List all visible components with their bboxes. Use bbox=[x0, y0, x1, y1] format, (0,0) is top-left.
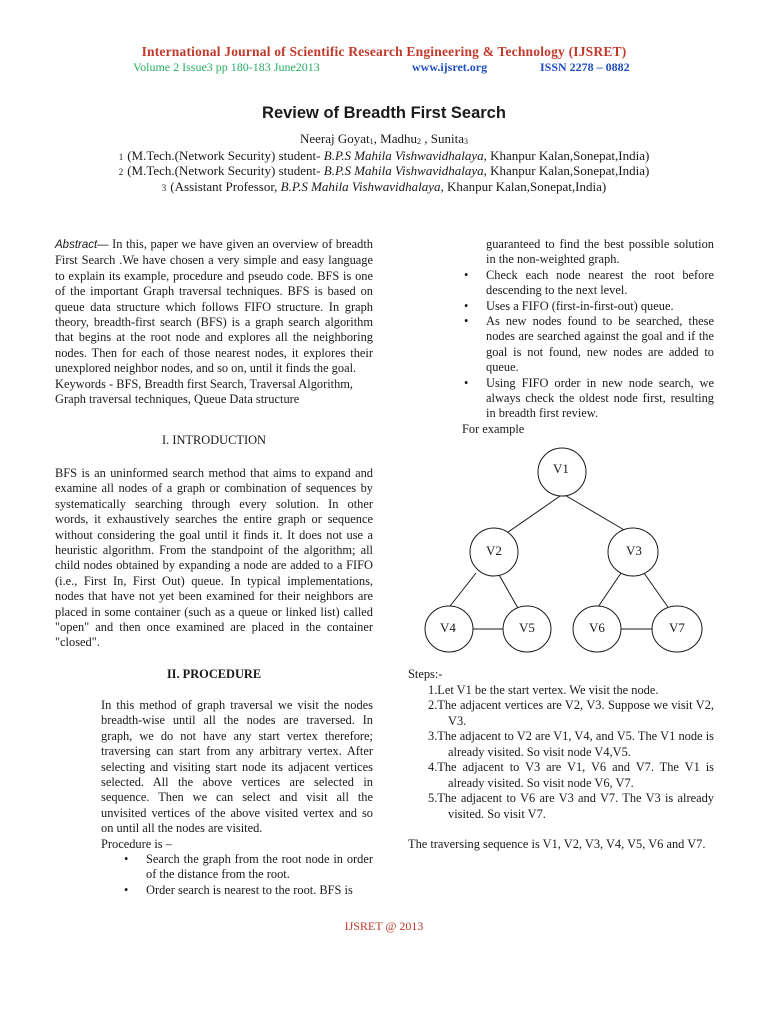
affiliation-location: , Khanpur Kalan,Sonepat,India) bbox=[483, 163, 650, 178]
list-item: • Uses a FIFO (first-in-first-out) queue. bbox=[486, 299, 714, 314]
volume-info: Volume 2 Issue3 pp 180-183 June2013 bbox=[133, 60, 320, 74]
bfs-graph-diagram bbox=[400, 440, 730, 660]
edge-v1-v3 bbox=[563, 494, 626, 531]
author-2-index: 2 bbox=[417, 137, 422, 146]
step-item: 4.The adjacent to V3 are V1, V6 and V7. The V1 is already visited. So visit node V6, V7. bbox=[428, 760, 714, 790]
affiliation-num: 3 bbox=[161, 183, 167, 193]
step-item: 5.The adjacent to V6 are V3 and V7. The V3 is already visited. So visit V7. bbox=[428, 791, 714, 821]
edge-v1-v2 bbox=[501, 494, 563, 537]
journal-url[interactable]: www.ijsret.org bbox=[412, 60, 488, 74]
intro-text: BFS is an uninformed search method that aims to expand and examine all nodes of a graph or combination of sequences by systematically searching through every solution. In other words, it exhaustively searches the entire graph or sequence without considering the goal until it finds it. It does not use a heuristic algorithm. From the standpoint of the algorithm; all child nodes obtained by expanding a node are added to a FIFO (i.e., First In, First Out) queue. In typical implementations, nodes that have not yet been examined for their neighbors are placed in some container (such as a queue or linked list) called "open" and then once examined are placed in the container "closed". bbox=[55, 466, 373, 650]
author-3-index: 3 bbox=[464, 137, 468, 146]
right-column-text bbox=[462, 237, 714, 437]
affiliation-2 bbox=[0, 163, 768, 179]
edge-v3-v6 bbox=[596, 573, 621, 610]
steps-section bbox=[408, 667, 714, 853]
authors bbox=[0, 131, 768, 147]
affiliation-inst: B.P.S Mahila Vishwavidhalaya bbox=[323, 163, 484, 178]
node-label: V7 bbox=[669, 620, 685, 635]
affiliation-1 bbox=[0, 148, 768, 164]
step-item: 3.The adjacent to V2 are V1, V4, and V5. The V1 node is already visited. So visit node V4,V5. bbox=[428, 729, 714, 759]
author-3: , Sunita bbox=[421, 131, 464, 146]
abstract-label: Abstract— bbox=[55, 239, 109, 251]
keywords: Keywords - BFS, Breadth first Search, Traversal Algorithm, Graph traversal techniques, Queue Data structure bbox=[55, 376, 354, 407]
node-label: V2 bbox=[486, 543, 502, 558]
node-label: V6 bbox=[589, 620, 605, 635]
abstract-text: In this, paper we have given an overview of breadth First Search .We have chosen a very simple and easy language to explain its example, procedure and pseudo code. BFS is one of the important Graph traversal techniques. BFS is based on queue data structure which follows FIFO structure. In graph theory, breadth-first search (BFS) is a graph search algorithm that begins at the root node and explores all the neighboring nodes. Then for each of those nearest nodes, it explores their unexplored neighbor nodes, and so on, until it finds the goal. bbox=[55, 237, 373, 376]
affiliation-text: (M.Tech.(Network Security) student- bbox=[127, 163, 324, 178]
affiliation-location: , Khanpur Kalan,Sonepat,India) bbox=[483, 148, 650, 163]
list-item: • Search the graph from the root node in order of the distance from the root. bbox=[146, 852, 373, 883]
affiliation-num: 1 bbox=[118, 152, 124, 162]
continued-bullet: guaranteed to find the best possible solution in the non-weighted graph. bbox=[486, 237, 714, 267]
step-item: 2.The adjacent vertices are V2, V3. Suppose we visit V2, V3. bbox=[428, 698, 714, 728]
node-label: V3 bbox=[626, 543, 642, 558]
step-item: 1.Let V1 be the start vertex. We visit the node. bbox=[428, 682, 659, 697]
journal-title: International Journal of Scientific Research Engineering & Technology (IJSRET) bbox=[141, 44, 627, 59]
procedure-section bbox=[101, 698, 373, 898]
affiliation-text: (M.Tech.(Network Security) student- bbox=[127, 148, 324, 163]
author-1-index: 1 bbox=[369, 137, 374, 146]
affiliation-location: , Khanpur Kalan,Sonepat,India) bbox=[440, 179, 607, 194]
edge-v2-v5 bbox=[498, 573, 519, 610]
list-item: • Check each node nearest the root before descending to the next level. bbox=[486, 268, 714, 299]
author-1: Neeraj Goyat bbox=[300, 131, 370, 146]
abstract bbox=[55, 237, 373, 407]
edge-v3-v7 bbox=[644, 573, 670, 610]
page-footer: IJSRET @ 2013 bbox=[344, 919, 424, 933]
affiliation-inst: B.P.S Mahila Vishwavidhalaya bbox=[280, 179, 441, 194]
node-label: V4 bbox=[440, 620, 456, 635]
affiliation-text: (Assistant Professor, bbox=[170, 179, 281, 194]
affiliation-3 bbox=[0, 179, 768, 195]
node-label: V5 bbox=[519, 620, 535, 635]
affiliation-inst: B.P.S Mahila Vishwavidhalaya bbox=[323, 148, 484, 163]
procedure-is: Procedure is – bbox=[101, 836, 172, 851]
affiliation-num: 2 bbox=[118, 167, 124, 177]
author-2: , Madhu bbox=[373, 131, 418, 146]
node-label: V1 bbox=[553, 461, 569, 476]
procedure-heading: II. PROCEDURE bbox=[166, 667, 262, 681]
paper-title: Review of Breadth First Search bbox=[262, 104, 506, 122]
intro-heading: I. INTRODUCTION bbox=[162, 433, 266, 447]
list-item: • Order search is nearest to the root. BFS is bbox=[146, 883, 373, 898]
for-example: For example bbox=[462, 421, 525, 436]
list-item: • As new nodes found to be searched, these nodes are searched against the goal and if the goal is not found, new nodes are added to queue. bbox=[486, 314, 714, 376]
steps-heading: Steps:- bbox=[408, 667, 443, 681]
traversing-sequence: The traversing sequence is V1, V2, V3, V4, V5, V6 and V7. bbox=[408, 837, 706, 851]
edge-v2-v4 bbox=[447, 573, 476, 610]
issn: ISSN 2278 – 0882 bbox=[540, 60, 630, 74]
list-item: • Using FIFO order in new node search, we always check the oldest node first, resulting in breadth first review. bbox=[486, 376, 714, 422]
procedure-text: In this method of graph traversal we visit the nodes breadth-wise until all the nodes are traversed. In graph, we do not have any start vertex therefore; traversing can start from any arbitrary vertex. After selecting and visiting start node its adjacent vertices selected. All the above vertices are selected in sequence. Then we can select and visit all the unvisited vertices of the above visited vertex and so on until all the nodes are visited. bbox=[101, 698, 373, 836]
